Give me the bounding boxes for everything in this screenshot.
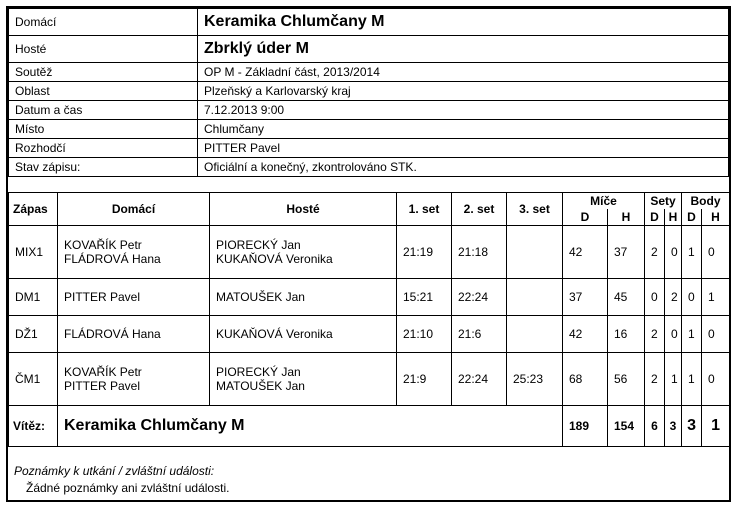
match-row-dm1 — [9, 279, 730, 316]
col-header-guest: Hosté — [210, 193, 397, 226]
winner-row — [9, 406, 730, 447]
info-row-referee — [9, 139, 729, 158]
notes-label: Poznámky k utkání / zvláštní události: — [14, 464, 215, 478]
datetime-label: Datum a čas — [9, 101, 198, 120]
notes-text: Žádné poznámky ani zvláštní události. — [26, 481, 230, 495]
match-sheet — [6, 6, 731, 502]
results-header-row — [9, 193, 730, 210]
subheader-sets-d: D — [645, 209, 665, 226]
set2-score: 22:24 — [452, 279, 507, 316]
match-name: ČM1 — [9, 353, 58, 406]
points-home: 0 — [682, 279, 702, 316]
set2-score: 21:6 — [452, 316, 507, 353]
set2-score: 22:24 — [452, 353, 507, 406]
info-row-place — [9, 120, 729, 139]
referee-label: Rozhodčí — [9, 139, 198, 158]
guest-label: Hosté — [9, 36, 198, 63]
total-sets-home: 6 — [645, 406, 665, 447]
points-guest: 1 — [702, 279, 730, 316]
balls-guest: 45 — [608, 279, 645, 316]
points-home: 1 — [682, 226, 702, 279]
col-header-home: Domácí — [58, 193, 210, 226]
total-sets-guest: 3 — [665, 406, 682, 447]
place-value: Chlumčany — [198, 120, 729, 139]
col-header-set2: 2. set — [452, 193, 507, 226]
set1-score: 21:19 — [397, 226, 452, 279]
set1-score: 15:21 — [397, 279, 452, 316]
total-balls-guest: 154 — [608, 406, 645, 447]
set3-score — [507, 316, 563, 353]
subheader-sets-h: H — [665, 209, 682, 226]
competition-value: OP M - Základní část, 2013/2014 — [198, 63, 729, 82]
points-guest: 0 — [702, 353, 730, 406]
place-label: Místo — [9, 120, 198, 139]
match-name: MIX1 — [9, 226, 58, 279]
set3-score — [507, 279, 563, 316]
subheader-points-h: H — [702, 209, 730, 226]
sets-home: 2 — [645, 316, 665, 353]
info-row-region — [9, 82, 729, 101]
notes-section — [14, 464, 229, 495]
region-label: Oblast — [9, 82, 198, 101]
total-balls-home: 189 — [563, 406, 608, 447]
sets-guest: 1 — [665, 353, 682, 406]
col-header-set1: 1. set — [397, 193, 452, 226]
subheader-points-d: D — [682, 209, 702, 226]
home-player: PITTER Pavel — [64, 379, 141, 393]
home-label: Domácí — [9, 9, 198, 36]
set1-score: 21:10 — [397, 316, 452, 353]
match-info-table — [8, 8, 729, 177]
match-row-cm1 — [9, 353, 730, 406]
winner-team: Keramika Chlumčany M — [58, 406, 563, 447]
guest-player: MATOUŠEK Jan — [216, 379, 305, 393]
home-player: PITTER Pavel — [58, 279, 210, 316]
balls-home: 42 — [563, 226, 608, 279]
points-guest: 0 — [702, 226, 730, 279]
balls-home: 42 — [563, 316, 608, 353]
guest-players — [210, 226, 397, 279]
status-label: Stav zápisu: — [9, 158, 198, 177]
region-value: Plzeňský a Karlovarský kraj — [198, 82, 729, 101]
col-header-points: Body — [682, 193, 730, 210]
sets-guest: 0 — [665, 316, 682, 353]
total-points-home: 3 — [682, 406, 702, 447]
info-row-guest — [9, 36, 729, 63]
total-points-guest: 1 — [702, 406, 730, 447]
col-header-balls: Míče — [563, 193, 645, 210]
guest-player: PIORECKÝ Jan — [216, 365, 301, 379]
sets-home: 2 — [645, 226, 665, 279]
set2-score: 21:18 — [452, 226, 507, 279]
competition-label: Soutěž — [9, 63, 198, 82]
datetime-value: 7.12.2013 9:00 — [198, 101, 729, 120]
results-table — [8, 192, 730, 447]
match-name: DŽ1 — [9, 316, 58, 353]
home-team: Keramika Chlumčany M — [198, 9, 729, 36]
referee-value: PITTER Pavel — [198, 139, 729, 158]
sets-guest: 0 — [665, 226, 682, 279]
winner-label: Vítěz: — [9, 406, 58, 447]
sets-home: 0 — [645, 279, 665, 316]
set3-score: 25:23 — [507, 353, 563, 406]
guest-team: Zbrklý úder M — [198, 36, 729, 63]
guest-player: KUKAŇOVÁ Veronika — [210, 316, 397, 353]
sets-home: 2 — [645, 353, 665, 406]
info-row-datetime — [9, 101, 729, 120]
home-player: KOVAŘÍK Petr — [64, 365, 142, 379]
home-player: FLÁDROVÁ Hana — [64, 252, 161, 266]
set3-score — [507, 226, 563, 279]
balls-guest: 56 — [608, 353, 645, 406]
home-players — [58, 353, 210, 406]
guest-player: MATOUŠEK Jan — [210, 279, 397, 316]
balls-guest: 16 — [608, 316, 645, 353]
match-name: DM1 — [9, 279, 58, 316]
set1-score: 21:9 — [397, 353, 452, 406]
home-player: FLÁDROVÁ Hana — [58, 316, 210, 353]
home-players — [58, 226, 210, 279]
balls-guest: 37 — [608, 226, 645, 279]
col-header-sets: Sety — [645, 193, 682, 210]
balls-home: 68 — [563, 353, 608, 406]
balls-home: 37 — [563, 279, 608, 316]
status-value: Oficiální a konečný, zkontrolováno STK. — [198, 158, 729, 177]
points-guest: 0 — [702, 316, 730, 353]
guest-player: KUKAŇOVÁ Veronika — [216, 252, 333, 266]
info-row-competition — [9, 63, 729, 82]
info-row-status — [9, 158, 729, 177]
guest-players — [210, 353, 397, 406]
col-header-set3: 3. set — [507, 193, 563, 226]
info-row-home — [9, 9, 729, 36]
points-home: 1 — [682, 316, 702, 353]
match-row-dz1 — [9, 316, 730, 353]
subheader-balls-h: H — [608, 209, 645, 226]
points-home: 1 — [682, 353, 702, 406]
home-player: KOVAŘÍK Petr — [64, 238, 142, 252]
guest-player: PIORECKÝ Jan — [216, 238, 301, 252]
col-header-match: Zápas — [9, 193, 58, 226]
sets-guest: 2 — [665, 279, 682, 316]
subheader-balls-d: D — [563, 209, 608, 226]
match-row-mix1 — [9, 226, 730, 279]
